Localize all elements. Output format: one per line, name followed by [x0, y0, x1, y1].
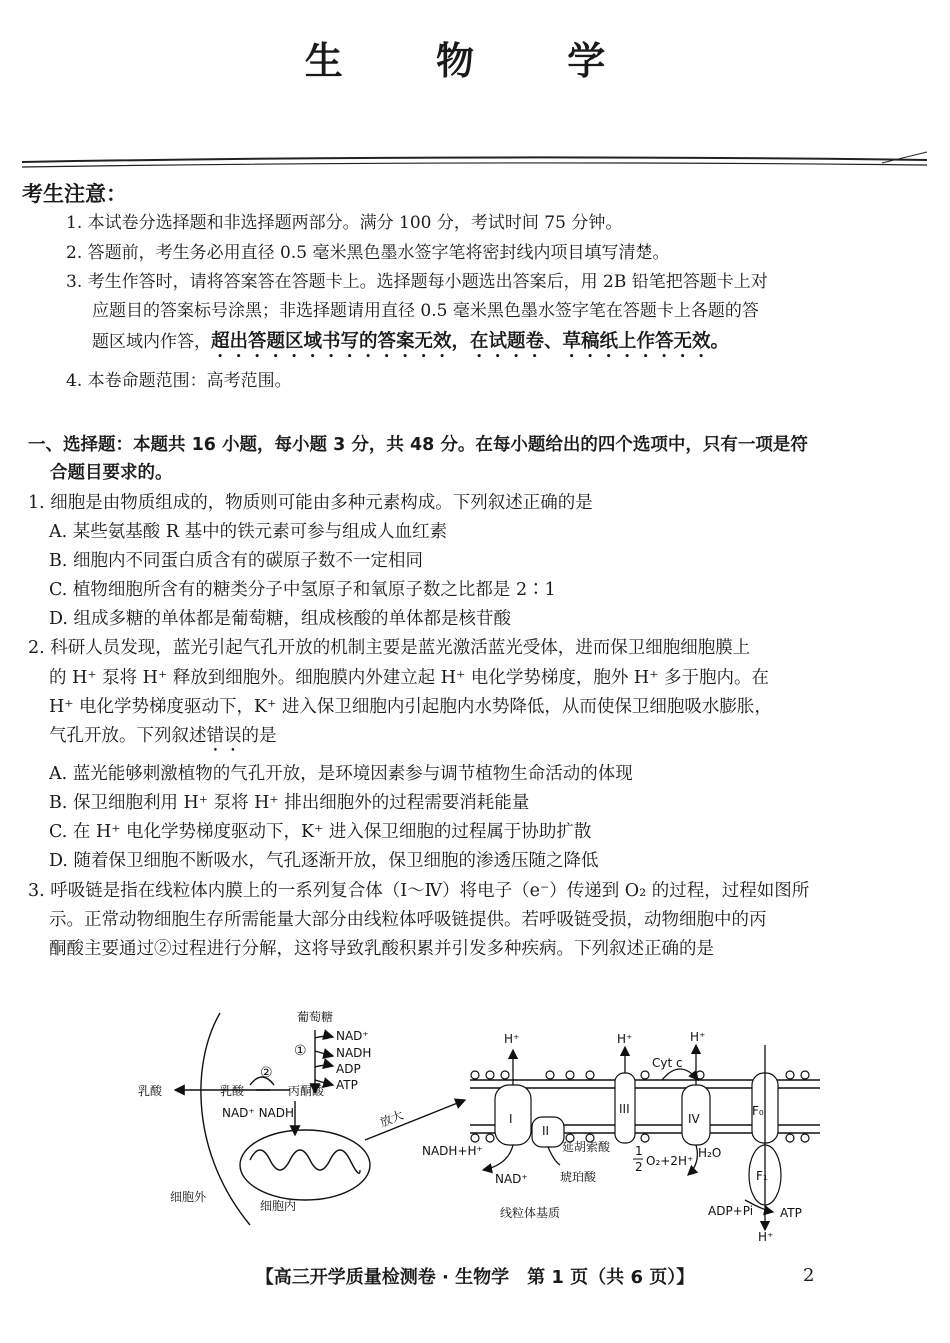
fig-complex-1: I: [509, 1112, 513, 1126]
fig-h-2: H⁺: [617, 1032, 633, 1046]
notice-item-3-cont: 应题目的答案标号涂黑；非选择题请用直径 0.5 毫米黑色墨水签字笔在答题卡上各题的答: [92, 301, 759, 321]
fig-adp-pi: ADP+Pi: [708, 1204, 754, 1218]
q2-line-4-c: 的是: [241, 726, 277, 746]
fig-adp: ADP: [336, 1062, 361, 1076]
fig-h-3: H⁺: [690, 1030, 706, 1044]
fig-inside-label: 细胞内: [260, 1199, 297, 1213]
notice-item-3-cont2: [92, 327, 926, 362]
q2-option-b: B. 保卫细胞利用 H⁺ 泵将 H⁺ 排出细胞外的过程需要消耗能量: [49, 793, 530, 813]
notice-item-1: 1. 本试卷分选择题和非选择题两部分。满分 100 分，考试时间 75 分钟。: [66, 213, 623, 233]
fig-cytc: Cyt c: [652, 1056, 683, 1070]
fig-enlarge: 放大: [377, 1107, 406, 1130]
fig-fumarate: 延胡索酸: [562, 1140, 611, 1154]
q3-line-3: 酮酸主要通过②过程进行分解，这将导致乳酸积累并引发多种疾病。下列叙述正确的是: [49, 939, 714, 959]
fig-complex-4: IV: [688, 1112, 700, 1126]
notice-item-4: 4. 本卷命题范围：高考范围。: [66, 371, 292, 391]
mitochondrion-outer: [240, 1130, 370, 1200]
q1-option-a: A. 某些氨基酸 R 基中的铁元素可参与组成人血红素: [49, 522, 448, 542]
fig-glucose: 葡萄糖: [297, 1010, 334, 1024]
page-number: 2: [803, 1265, 815, 1286]
fig-lactate-out: 乳酸: [138, 1084, 163, 1098]
fig-nad-out: NAD⁺: [495, 1172, 528, 1186]
fig-lactate-in: 乳酸: [220, 1084, 245, 1098]
q2-line-2: 的 H⁺ 泵将 H⁺ 释放到细胞外。细胞膜内外建立起 H⁺ 电化学势梯度，胞外 H⁺ 多于胞内。在: [49, 668, 769, 688]
header-rule: [22, 150, 927, 176]
q2-line-1: 2. 科研人员发现，蓝光引起气孔开放的机制主要是蓝光激活蓝光受体，进而保卫细胞细胞膜上: [28, 638, 751, 658]
fig-complex-3: III: [619, 1102, 630, 1116]
fig-h2o: H₂O: [698, 1146, 722, 1160]
section-heading: [28, 431, 928, 487]
q1-option-d: D. 组成多糖的单体都是葡萄糖，组成核酸的单体都是核苷酸: [49, 609, 512, 629]
fig-nad-plus: NAD⁺: [336, 1029, 369, 1043]
fig-pyruvate: 丙酮酸: [288, 1084, 325, 1098]
section-line-2: 合题目要求的。: [50, 463, 173, 483]
q1-option-c: C. 植物细胞所含有的糖类分子中氢原子和氧原子数之比都是 2∶1: [49, 580, 556, 600]
notice-emphasis: 超出答题区域书写的答案无效，在试题卷、草稿纸上作答无效。: [211, 331, 730, 352]
fig-matrix: 线粒体基质: [500, 1206, 561, 1220]
q2-line-4-a: 气孔开放。下列叙述: [49, 726, 207, 746]
fig-h-1: H⁺: [504, 1032, 520, 1046]
fig-nad-nadh: NAD⁺ NADH: [222, 1106, 295, 1120]
fig-complex-2: II: [542, 1124, 550, 1138]
respiratory-chain-figure: [100, 1005, 820, 1245]
q2-line-4: [49, 722, 929, 756]
q2-option-a: A. 蓝光能够刺激植物的气孔开放，是环境因素参与调节植物生命活动的体现: [49, 764, 633, 784]
q1-option-b: B. 细胞内不同蛋白质含有的碳原子数不一定相同: [49, 551, 423, 571]
notice-item-3-tail: 题区域内作答，: [92, 332, 211, 352]
q2-option-d: D. 随着保卫细胞不断吸水，气孔逐渐开放，保卫细胞的渗透压随之降低: [49, 851, 599, 871]
notice-heading: 考生注意：: [22, 182, 127, 206]
fig-fo: F₀: [752, 1104, 764, 1118]
fig-atp: ATP: [336, 1078, 358, 1092]
fig-step-2: ②: [260, 1065, 273, 1081]
complex-i: [495, 1085, 531, 1145]
fig-f1: F₁: [756, 1169, 768, 1183]
mitochondrion-cristae: [250, 1150, 360, 1173]
fig-succinate: 琥珀酸: [560, 1170, 597, 1184]
q2-option-c: C. 在 H⁺ 电化学势梯度驱动下，K⁺ 进入保卫细胞的过程属于协助扩散: [49, 822, 592, 842]
q3-line-2: 示。正常动物细胞生存所需能量大部分由线粒体呼吸链提供。若呼吸链受损，动物细胞中的丙: [49, 910, 767, 930]
q1-stem: 1. 细胞是由物质组成的，物质则可能由多种元素构成。下列叙述正确的是: [28, 493, 593, 513]
section-line-1: 一、选择题：本题共 16 小题，每小题 3 分，共 48 分。在每小题给出的四个选项中，只有一项是符: [28, 435, 808, 455]
notice-item-2: 2. 答题前，考生务必用直径 0.5 毫米黑色墨水签字笔将密封线内项目填写清楚。: [66, 243, 670, 263]
fig-step-1: ①: [294, 1043, 307, 1059]
fig-h-bottom: H⁺: [758, 1230, 774, 1244]
q3-line-1: 3. 呼吸链是指在线粒体内膜上的一系列复合体（Ⅰ～Ⅳ）将电子（e⁻）传递到 O₂ 的过程，过程如图所: [28, 881, 810, 901]
fig-atp-2: ATP: [780, 1206, 802, 1220]
q2-line-3: H⁺ 电化学势梯度驱动下，K⁺ 进入保卫细胞内引起胞内水势降低，从而使保卫细胞吸水膨胀，: [49, 697, 772, 717]
fig-nadh: NADH: [336, 1046, 372, 1060]
fig-o2-num: 1: [635, 1144, 643, 1158]
fig-nadh-h: NADH+H⁺: [422, 1144, 483, 1158]
page-title: 生 物 学: [304, 39, 646, 83]
notice-item-3: 3. 考生作答时，请将答案答在答题卡上。选择题每小题选出答案后，用 2B 铅笔把答题卡上对: [66, 272, 768, 292]
fig-outside-label: 细胞外: [170, 1190, 207, 1204]
q2-emphasis-wrong: 错误: [206, 726, 242, 746]
fig-o2-den: 2: [635, 1160, 643, 1174]
page-footer: 【高三开学质量检测卷 · 生物学 第 1 页（共 6 页）】: [255, 1267, 695, 1288]
fig-o2-rest: O₂+2H⁺: [646, 1154, 694, 1168]
